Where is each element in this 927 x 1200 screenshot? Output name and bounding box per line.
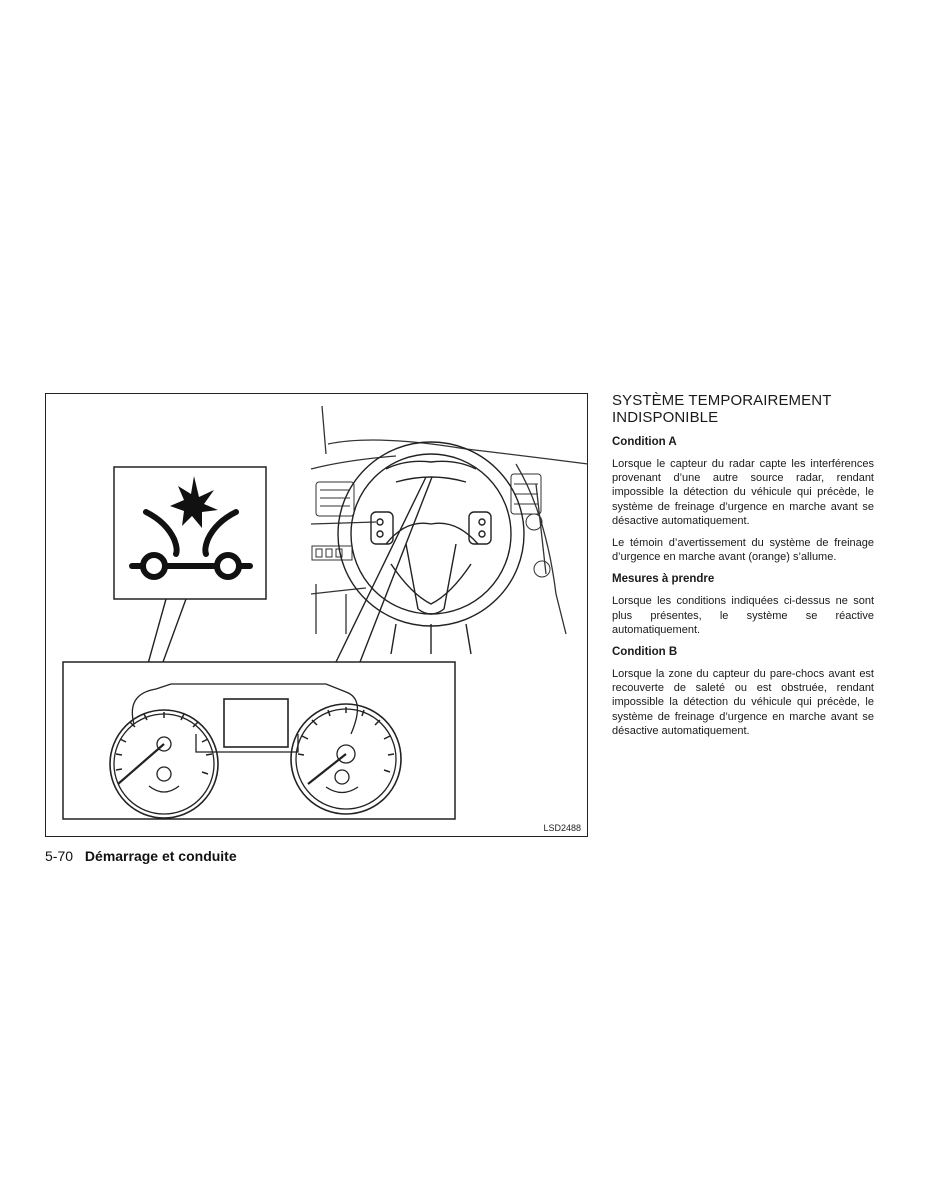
warning-light-text: Le témoin d’avertissement du système de freinage d’urgence en marche avant (orange) s’allume. (612, 537, 874, 564)
text-column (612, 392, 874, 746)
measures-text: Lorsque les conditions indiquées ci-dessus ne sont plus présentes, le système se réactive automatiquement. (612, 595, 874, 636)
condition-a-title: Condition A (612, 436, 677, 448)
illustration-figure (45, 393, 588, 837)
right-vent (511, 474, 550, 577)
condition-a-text: Lorsque le capteur du radar capte les interférences provenant d’une autre source radar, rendant impossible la détection du véhicule qui précède, le système de freinage d’urgence en marche avant se désactive automatiquement. (612, 458, 874, 527)
warning-icon-box (114, 467, 266, 599)
section-title: Démarrage et conduite (84, 848, 237, 864)
measures-title: Mesures à prendre (612, 573, 715, 586)
condition-b-text: Lorsque la zone du capteur du pare-chocs avant est recouverte de saleté ou est obstruée, rendant impossible la détection du véhicule qui précède, le système de freinage d’urgence en marche avant se désactive automatiquement. (612, 668, 874, 737)
page-number: 5-70 (45, 848, 74, 864)
dashboard-illustration (46, 394, 589, 838)
condition-b-title: Condition B (612, 646, 678, 659)
page-footer (45, 848, 237, 864)
steering-wheel (338, 442, 524, 654)
section-heading: SYSTÈME TEMPORAIREMENT INDISPONIBLE (612, 392, 832, 426)
figure-id-label: LSD2488 (543, 823, 581, 833)
